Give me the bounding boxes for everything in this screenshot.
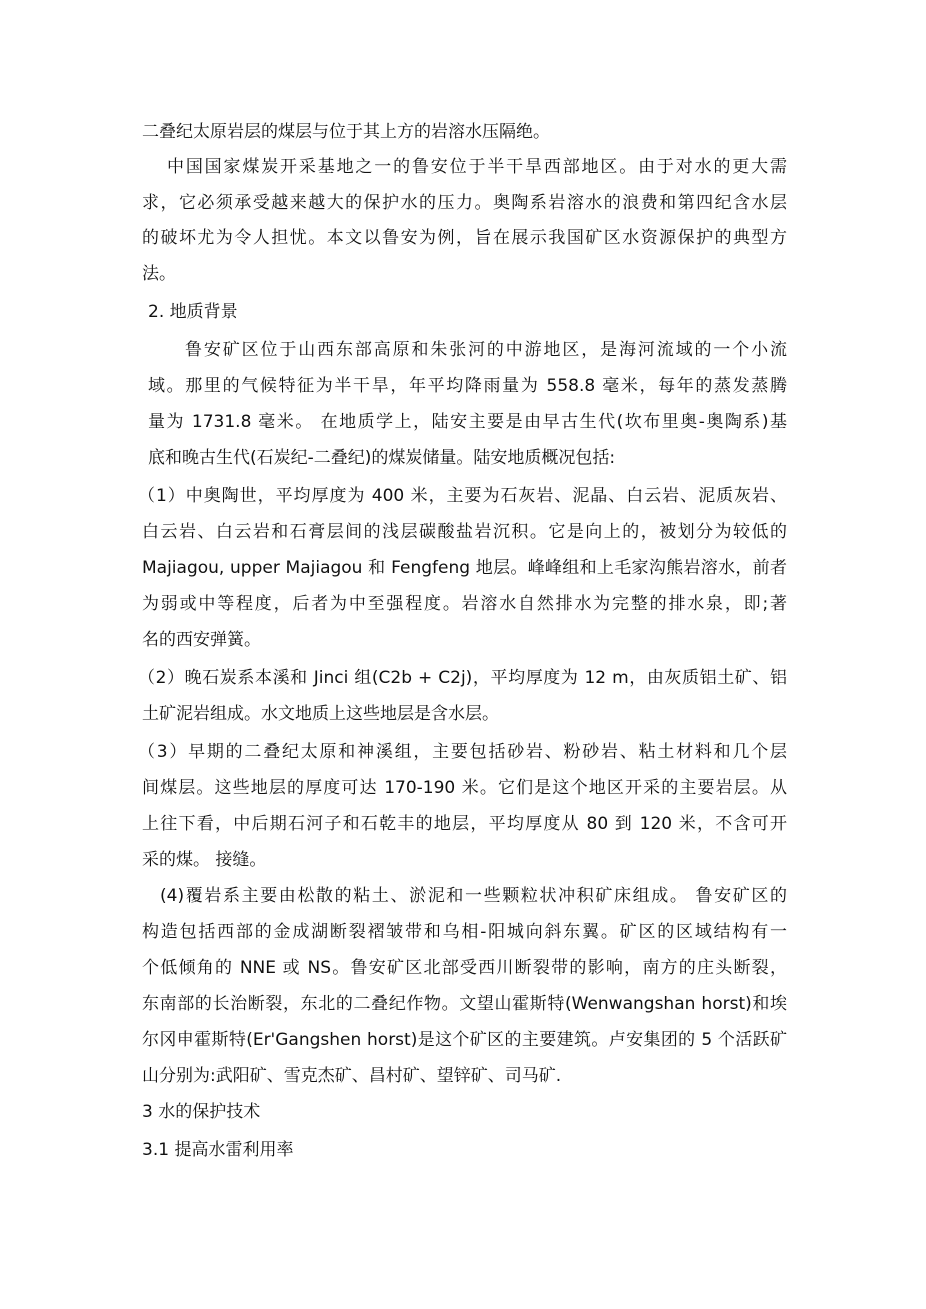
text-line: 间煤层。这些地层的厚度可达 170-190 米。它们是这个地区开采的主要岩层。从 [142,778,787,798]
text-line: 白云岩、白云岩和石膏层间的浅层碳酸盐岩沉积。它是向上的，被划分为较低的 [142,522,787,542]
text-line: 采的煤。 接缝。 [142,850,267,870]
text-line: 求，它必须承受越来越大的保护水的压力。奥陶系岩溶水的浪费和第四纪含水层 [142,193,787,213]
text-line: 个低倾角的 NNE 或 NS。鲁安矿区北部受西川断裂带的影响，南方的庄头断裂， [142,958,787,978]
text-line: 二叠纪太原岩层的煤层与位于其上方的岩溶水压隔绝。 [142,122,550,142]
text-line: 法。 [142,264,176,284]
text-line: 名的西安弹簧。 [142,630,261,650]
subsection-heading: 3.1 提高水雷利用率 [142,1140,294,1160]
text-line: 的破坏尤为令人担忧。本文以鲁安为例，旨在展示我国矿区水资源保护的典型方 [142,228,787,248]
text-line: （1）中奥陶世，平均厚度为 400 米，主要为石灰岩、泥晶、白云岩、泥质灰岩、 [138,486,787,506]
section-heading: 2. 地质背景 [148,302,238,322]
text-line: 上往下看，中后期石河子和石乾丰的地层，平均厚度从 80 到 120 米，不含可开 [142,814,787,834]
text-line: （2）晚石炭系本溪和 Jinci 组(C2b + C2j)，平均厚度为 12 m，由灰质铝土矿、铝 [138,668,787,688]
text-line: 鲁安矿区位于山西东部高原和朱张河的中游地区，是海河流域的一个小流 [185,340,787,360]
text-line: 构造包括西部的金成湖断裂褶皱带和乌相-阳城向斜东翼。矿区的区域结构有一 [142,922,787,942]
section-heading: 3 水的保护技术 [142,1102,261,1122]
text-line: 东南部的长治断裂，东北的二叠纪作物。文望山霍斯特(Wenwangshan horst)和埃 [142,994,787,1014]
text-line: 土矿泥岩组成。水文地质上这些地层是含水层。 [142,704,499,724]
text-line: 为弱或中等程度，后者为中至强程度。岩溶水自然排水为完整的排水泉，即;著 [142,594,787,614]
text-line: （3）早期的二叠纪太原和神溪组，主要包括砂岩、粉砂岩、粘土材料和几个层 [138,742,787,762]
text-line: 中国国家煤炭开采基地之一的鲁安位于半干旱西部地区。由于对水的更大需 [167,157,787,177]
text-line: Majiagou, upper Majiagou 和 Fengfeng 地层。峰峰组和上毛家沟熊岩溶水，前者 [142,558,787,578]
text-line: 山分别为:武阳矿、雪克杰矿、昌村矿、望锌矿、司马矿. [142,1066,562,1086]
text-line: 量为 1731.8 毫米。 在地质学上，陆安主要是由早古生代(坎布里奥-奥陶系)基 [148,412,787,432]
text-line: 底和晚古生代(石炭纪-二叠纪)的煤炭储量。陆安地质概况包括: [148,448,616,468]
text-line: (4)覆岩系主要由松散的粘土、淤泥和一些颗粒状冲积矿床组成。 鲁安矿区的 [160,886,787,906]
text-line: 尔冈申霍斯特(Er'Gangshen horst)是这个矿区的主要建筑。卢安集团的 5 个活跃矿 [142,1030,787,1050]
text-line: 域。那里的气候特征为半干旱，年平均降雨量为 558.8 毫米，每年的蒸发蒸腾 [148,376,787,396]
